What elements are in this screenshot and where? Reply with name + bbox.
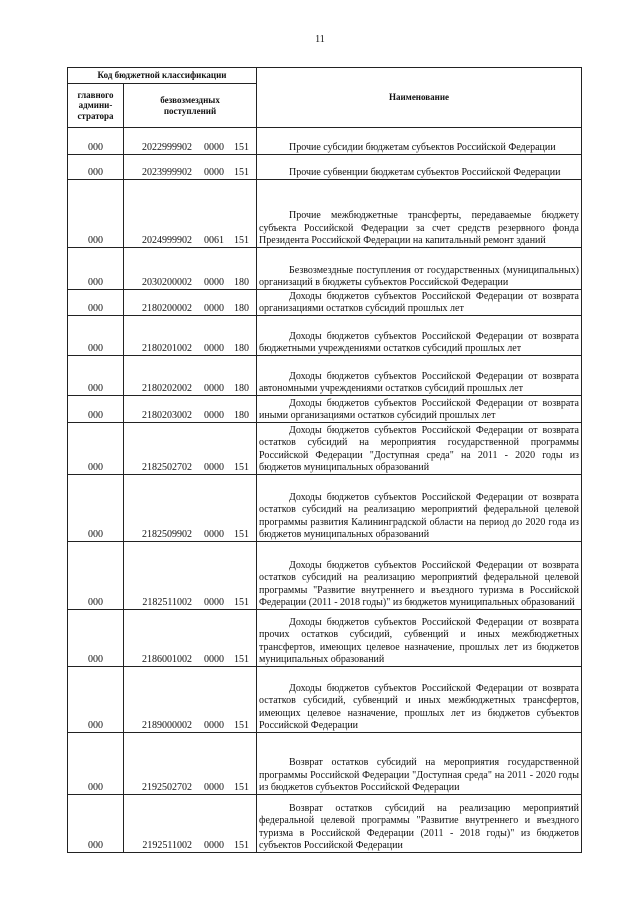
revenue-code-sub: 0000 (204, 781, 224, 793)
revenue-name (257, 396, 582, 423)
revenue-code-sub: 0000 (204, 166, 224, 178)
revenue-code-kosgu: 180 (234, 342, 249, 354)
revenue-name-text: Доходы бюджетов субъектов Российской Федерации от возврата автономными учреждениями остатков субсидий прошлых лет (259, 370, 579, 394)
revenue-name (257, 155, 582, 180)
revenue-code-main: 2024999902 (142, 234, 192, 246)
revenue-name-text: Доходы бюджетов субъектов Российской Федерации от возврата бюджетными учреждениями остатков субсидий прошлых лет (259, 330, 579, 354)
revenue-name-text: Доходы бюджетов субъектов Российской Федерации от возврата остатков субсидий, субвенций и иных межбюджетных трансфертов, имеющих целевое назначение, прошлых лет из бюджетов субъектов Российской Федерации (259, 683, 579, 731)
table-row (68, 610, 582, 667)
admin-code: 000 (68, 423, 124, 475)
table-row (68, 316, 582, 356)
revenue-name-text: Доходы бюджетов субъектов Российской Федерации от возврата остатков субсидий на реализацию мероприятий федеральной целевой программы развития Калининградской области на период до 2020 года из бюджетов муниципальных образований (259, 492, 579, 540)
revenue-code-main: 2182509902 (142, 528, 192, 540)
revenue-name-text: Возврат остатков субсидий на реализацию мероприятий федеральной целевой программы "Развитие внутреннего и въездного туризма в Российской Федерации (2011 - 2018 годы)" из бюджетов субъектов Российской Федерации (259, 803, 579, 851)
revenue-code-main: 2186001002 (142, 653, 192, 665)
header-admin: главного админи-стратора (68, 84, 124, 128)
revenue-code (124, 356, 257, 396)
admin-code: 000 (68, 542, 124, 610)
revenue-code-main: 2023999902 (142, 166, 192, 178)
revenue-code-sub: 0000 (204, 653, 224, 665)
table-row (68, 795, 582, 853)
table-row (68, 248, 582, 290)
header-budget-code-group: Код бюджетной классификации (68, 68, 257, 84)
revenue-code-kosgu: 180 (234, 276, 249, 288)
revenue-code (124, 128, 257, 155)
table-row (68, 475, 582, 542)
revenue-code-main: 2180203002 (142, 409, 192, 421)
revenue-name (257, 795, 582, 853)
revenue-code-sub: 0000 (204, 719, 224, 731)
table-row (68, 356, 582, 396)
revenue-name-text: Прочие межбюджетные трансферты, передаваемые бюджету субъекта Российской Федерации за счет средств резервного фонда Президента Российской Федерации на капитальный ремонт зданий (259, 210, 579, 246)
revenue-code-kosgu: 180 (234, 302, 249, 314)
revenue-code-sub: 0000 (204, 528, 224, 540)
revenue-code-kosgu: 151 (234, 839, 249, 851)
revenue-code-kosgu: 151 (234, 461, 249, 473)
budget-classification-table (67, 67, 582, 853)
revenue-name (257, 667, 582, 733)
revenue-code (124, 248, 257, 290)
revenue-name (257, 180, 582, 248)
revenue-code (124, 667, 257, 733)
admin-code: 000 (68, 180, 124, 248)
revenue-name-text: Прочие субвенции бюджетам субъектов Российской Федерации (289, 166, 561, 178)
revenue-code-kosgu: 180 (234, 409, 249, 421)
revenue-name (257, 356, 582, 396)
revenue-code (124, 180, 257, 248)
revenue-name (257, 733, 582, 795)
revenue-name (257, 475, 582, 542)
page-number: 11 (315, 34, 325, 45)
revenue-code (124, 316, 257, 356)
revenue-code-kosgu: 151 (234, 653, 249, 665)
table-row (68, 128, 582, 155)
admin-code: 000 (68, 316, 124, 356)
admin-code: 000 (68, 128, 124, 155)
admin-code: 000 (68, 795, 124, 853)
revenue-code-sub: 0000 (204, 276, 224, 288)
table-row (68, 733, 582, 795)
header-revenue-code: безвозмездных поступлений (124, 84, 257, 128)
revenue-code-main: 2182502702 (142, 461, 192, 473)
revenue-name-text: Доходы бюджетов субъектов Российской Федерации от возврата прочих остатков субсидий, субвенций и иных межбюджетных трансфертов, имеющих целевое назначение, прошлых лет из бюджетов муниципальных образований (259, 617, 579, 665)
revenue-name (257, 542, 582, 610)
revenue-code-kosgu: 151 (234, 781, 249, 793)
table-row (68, 667, 582, 733)
revenue-name-text: Доходы бюджетов субъектов Российской Федерации от возврата иными организациями остатков субсидий прошлых лет (259, 397, 579, 421)
admin-code: 000 (68, 356, 124, 396)
revenue-code (124, 475, 257, 542)
revenue-code-sub: 0000 (204, 342, 224, 354)
revenue-code-main: 2192502702 (142, 781, 192, 793)
revenue-code-kosgu: 151 (234, 528, 249, 540)
revenue-code-sub: 0000 (204, 461, 224, 473)
revenue-name (257, 248, 582, 290)
table-row (68, 542, 582, 610)
revenue-code-sub: 0000 (204, 839, 224, 851)
revenue-code-kosgu: 151 (234, 719, 249, 731)
revenue-code (124, 795, 257, 853)
table-row (68, 423, 582, 475)
revenue-code-main: 2022999902 (142, 141, 192, 153)
revenue-code-kosgu: 151 (234, 141, 249, 153)
admin-code: 000 (68, 248, 124, 290)
header-name: Наименование (257, 68, 582, 128)
revenue-name (257, 316, 582, 356)
admin-code: 000 (68, 155, 124, 180)
revenue-code-sub: 0061 (204, 234, 224, 246)
revenue-code-sub: 0000 (204, 302, 224, 314)
revenue-code-kosgu: 151 (234, 234, 249, 246)
revenue-code-sub: 0000 (204, 382, 224, 394)
table-row (68, 290, 582, 316)
revenue-code (124, 396, 257, 423)
revenue-code (124, 290, 257, 316)
revenue-code-main: 2030200002 (142, 276, 192, 288)
revenue-name (257, 128, 582, 155)
table-row (68, 155, 582, 180)
revenue-code-kosgu: 151 (234, 596, 249, 608)
revenue-name-text: Доходы бюджетов субъектов Российской Федерации от возврата остатков субсидий на мероприятия государственной программы Российской Федерации "Доступная среда" на 2011 - 2020 годы из бюджетов муниципальных образований (259, 425, 579, 473)
table-row (68, 180, 582, 248)
revenue-name (257, 610, 582, 667)
admin-code: 000 (68, 475, 124, 542)
revenue-code-main: 2189000002 (142, 719, 192, 731)
revenue-code-sub: 0000 (204, 409, 224, 421)
revenue-code-sub: 0000 (204, 141, 224, 153)
revenue-code-sub: 0000 (204, 596, 224, 608)
revenue-code-main: 2180201002 (142, 342, 192, 354)
table-row (68, 396, 582, 423)
revenue-code (124, 155, 257, 180)
revenue-code-kosgu: 180 (234, 382, 249, 394)
revenue-name-text: Возврат остатков субсидий на мероприятия государственной программы Российской Федерации "Доступная среда" на 2011 - 2020 годы из бюджетов субъектов Российской Федерации (259, 757, 579, 793)
admin-code: 000 (68, 610, 124, 667)
revenue-name (257, 423, 582, 475)
revenue-code-main: 2182511002 (142, 596, 192, 608)
revenue-code (124, 423, 257, 475)
admin-code: 000 (68, 733, 124, 795)
revenue-code-main: 2192511002 (142, 839, 192, 851)
admin-code: 000 (68, 667, 124, 733)
admin-code: 000 (68, 396, 124, 423)
revenue-name-text: Доходы бюджетов субъектов Российской Федерации от возврата организациями остатков субсидий прошлых лет (259, 290, 579, 314)
revenue-name (257, 290, 582, 316)
revenue-code-main: 2180200002 (142, 302, 192, 314)
revenue-name-text: Прочие субсидии бюджетам субъектов Российской Федерации (289, 141, 556, 153)
admin-code: 000 (68, 290, 124, 316)
revenue-name-text: Безвозмездные поступления от государственных (муниципальных) организаций в бюджеты субъектов Российской Федерации (259, 264, 579, 288)
revenue-code (124, 733, 257, 795)
revenue-code (124, 542, 257, 610)
revenue-code-kosgu: 151 (234, 166, 249, 178)
revenue-name-text: Доходы бюджетов субъектов Российской Федерации от возврата остатков субсидий на реализацию мероприятий федеральной целевой программы "Развитие внутреннего и въездного туризма в Российской Федерации (2011 - 2018 годы)" из бюджетов муниципальных образований (259, 560, 579, 608)
revenue-code-main: 2180202002 (142, 382, 192, 394)
revenue-code (124, 610, 257, 667)
